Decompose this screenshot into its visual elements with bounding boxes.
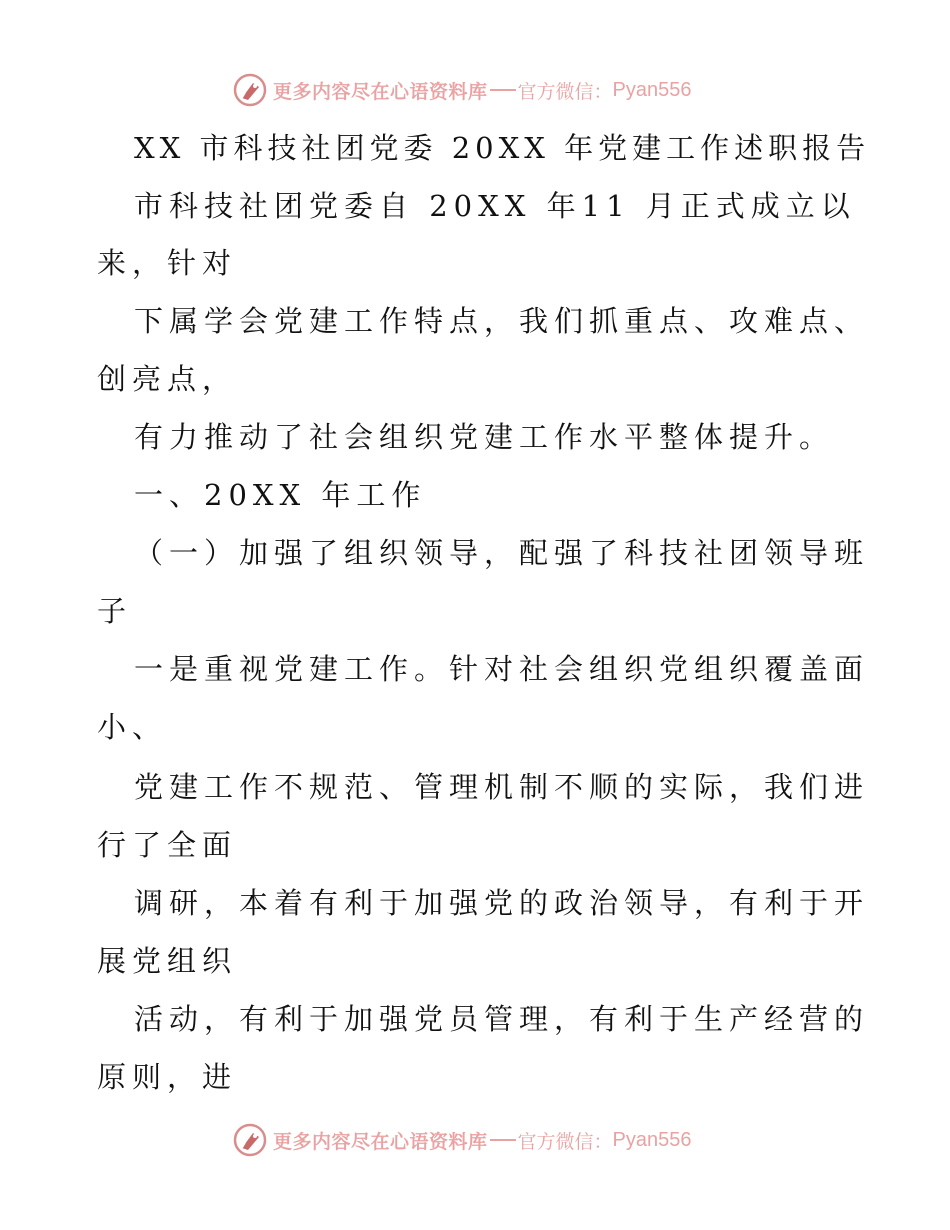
paragraph-line: 活动，有利于加强党员管理，有利于生产经营的	[134, 1002, 870, 1036]
section-heading: 一、20XX 年工作	[134, 478, 427, 512]
header-promo-text: 更多内容尽在心语资料库	[273, 80, 488, 103]
paragraph-line: 小、	[97, 710, 168, 744]
paragraph-line: 调研，本着有利于加强党的政治领导，有利于开	[134, 886, 870, 920]
paragraph-line: 原则，进	[97, 1060, 238, 1094]
paragraph-line: 来，针对	[97, 246, 238, 280]
document-title: XX 市科技社团党委 20XX 年党建工作述职报告	[134, 131, 871, 165]
header-wechat-label: 官方微信：	[517, 80, 613, 103]
paragraph-line: 创亮点，	[97, 362, 238, 396]
pen-nib-logo-icon	[233, 73, 267, 107]
pen-nib-logo-icon	[233, 1123, 267, 1157]
header-wechat-id: Pyan556	[612, 78, 692, 101]
footer-dash	[490, 1139, 516, 1141]
footer-wechat-id: Pyan556	[612, 1128, 692, 1151]
footer-banner[interactable]	[233, 1122, 692, 1158]
header-dash	[490, 89, 516, 91]
paragraph-line: 行了全面	[97, 828, 238, 862]
footer-wechat-label: 官方微信：	[517, 1130, 613, 1153]
subsection-heading-cont: 子	[97, 594, 133, 628]
paragraph-line: 展党组织	[97, 944, 238, 978]
header-banner[interactable]	[233, 72, 692, 108]
paragraph-line: 有力推动了社会组织党建工作水平整体提升。	[134, 420, 835, 454]
paragraph-line: 市科技社团党委自 20XX 年11 月正式成立以	[134, 189, 856, 223]
footer-promo-text: 更多内容尽在心语资料库	[273, 1130, 488, 1153]
subsection-heading: （一）加强了组织领导，配强了科技社团领导班	[134, 536, 870, 570]
paragraph-line: 下属学会党建工作特点，我们抓重点、攻难点、	[134, 304, 870, 338]
paragraph-line: 党建工作不规范、管理机制不顺的实际，我们进	[134, 770, 870, 804]
paragraph-line: 一是重视党建工作。针对社会组织党组织覆盖面	[134, 652, 870, 686]
